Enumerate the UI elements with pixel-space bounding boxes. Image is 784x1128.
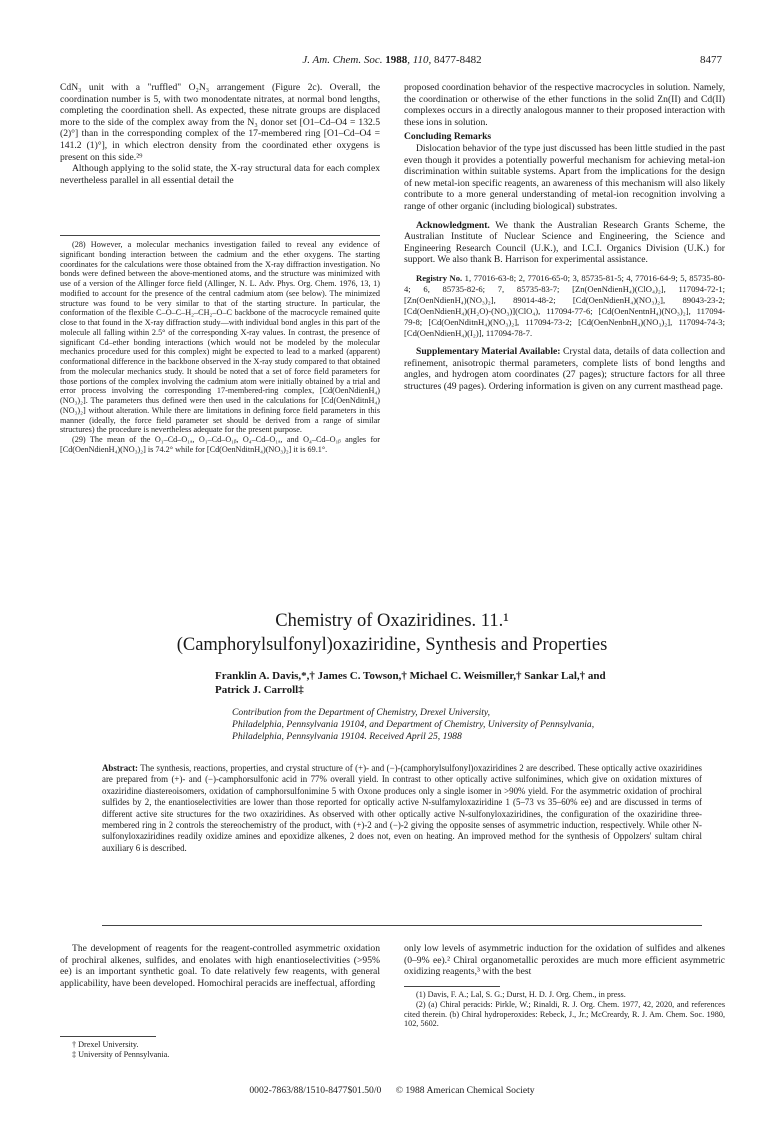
affiliation-line: Philadelphia, Pennsylvania 19104. Received April 25, 1988	[232, 731, 462, 742]
supp-text: Crystal data, details of data collection and refinement, anisotropic thermal parameters, complete lists of bond lengths and angles, and hydrogen atom coordinates (27 pages); structure factors for all three structures (49 pages). Ordering information is given on any current masthead page.	[404, 345, 725, 392]
affil-note: ‡ University of Pennsylvania.	[72, 1049, 170, 1059]
affiliation-line: Philadelphia, Pennsylvania 19104, and Department of Chemistry, University of Pennsylvania,	[232, 719, 595, 730]
prev-left-paragraph: Although applying to the solid state, the X-ray structural data for each complex nevertheless parallel in all essential detail the	[60, 163, 380, 186]
abstract-divider	[102, 925, 702, 926]
registry-text: 1, 77016-63-8; 2, 77016-65-0; 3, 85735-81-5; 4, 77016-64-9; 5, 85735-80-4; 6, 85735-82-6; 7, 85735-83-7; [Zn(OenNdienH₄)(ClO₄)₂], 117094-72-1; [Zn(OenNdienH₄)(NO₃)₂], 89014-48-2; [Cd(OenNdienH₄)(NO₃)₂], 89043-23-2; [Cd(OenNdienH₄)(H₂O)-(NO₃)](ClO₄), 117094-77-6; [Cd(OenNentnH₄)(NO₃)₂], 117094-79-8; [Cd(OenNditnH₄)(NO₃)₂], 117094-73-2; [Cd(OenNenbnH₄)(NO₃)₂], 117094-74-3; [Cd(OenNdienH₄)(I₂)], 117094-78-7.	[404, 272, 726, 338]
running-header	[0, 54, 784, 72]
affiliation-notes	[72, 1040, 372, 1060]
ref-note: (2) (a) Chiral peracids: Pirkle, W.; Rinaldi, R. J. Org. Chem. 1977, 42, 2020, and references cited therein. (b) Chiral hydroperoxides: Rebeck, J., Jr.; McCreardy, R. J. Am. Chem. Soc. 1980, 102, 5602.	[404, 999, 725, 1029]
footnote-28: (28) However, a molecular mechanics investigation failed to reveal any evidence of significant bonding interaction between the cadmium and the ether oxygens. The starting coordinates for the calculations were those obtained from the X-ray diffraction investigation. No bonds were defined between the above-mentioned atoms, and the structure was minimized with use of a version of the Allinger force field (Allinger, N. L. Adv. Phys. Org. Chem. 1976, 13, 1) modified to account for the presence of the central cadmium atom (see below). The minimized structure was found to be very similar to that of the starting structure. In particular, the conformation of the flexible C–O–C–H₂–CH₂–O–C backbone of the macrocycle remained quite close to that found in the X-ray diffraction study—with individual bond angles in this part of the molecule all falling within 2.5° of the corresponding X-ray values. In contrast, the presence of significant Cd–ether bonding interactions (which would not be modeled by the molecular mechanics procedure used for this complex) might be expected to lead to a marked (apparent) conformational difference in the backbone observed in the X-ray study compared to that obtained from the molecular mechanics study. It should be noted that a set of force field parameters for those portions of the complex involving the cadmium atom were initially obtained by a trial and error process involving the corresponding 17-membered-ring complex, [Cd(OenNdienH₄)(NO₃)₂]. The parameters thus defined were then used in the calculations for [Cd(OenNditnH₄)(NO₃)₂] without alteration. While there are limitations in defining force field parameters in this manner (ideally, the force field parameter set should be derived from a range of similar structures) the procedure is nevertheless adequate for the present purpose.	[60, 240, 380, 435]
affiliation-line: Contribution from the Department of Chemistry, Drexel University,	[232, 707, 491, 718]
reference-notes	[404, 990, 725, 1029]
prev-right-column	[404, 82, 725, 392]
prev-left-paragraph: CdN₃ unit with a "ruffled" O₂N₃ arrangement (Figure 2c). Overall, the coordination number is 5, with two monodentate nitrates, at normal bond lengths, completing the coordination shell. As expected, these nitrate groups are displaced more to the side of the complex away from the N₃ donor set [O1–Cd–O4 = 132.5 (2)°] than in the corresponding complex of the 17-membered ring [O1–Cd–O4 = 141.2 (1)°], in which electron density from the coordinated ether oxygens is present on this side.²⁹	[60, 82, 380, 163]
journal-citation: J. Am. Chem. Soc. 1988, 110, 8477-8482	[302, 54, 482, 66]
abstract	[102, 763, 702, 854]
abstract-text: The synthesis, reactions, properties, and crystal structure of (+)- and (−)-(camphorylsulfonyl)oxaziridines 2 are described. These optically active oxaziridines are prepared from (+)- and (−)-camphorsulfonic acid in 77% overall yield. In contrast to other optically active sulfonimines, which give on oxidation mixtures of oxaziridine diastereoisomers, oxidation of camphorsulfonimine 5 with Oxone produces only a single isomer in >90% yield. For the asymmetric oxidation of prochiral sulfides by 2, the enantioselectivities are lower than those reported for optically active N-sulfamyloxaziridine 1 (5–73 vs 35–60% ee) and are discussed in terms of different active site structures for the two oxaziridines. As observed with other optically active N-sulfonyloxaziridines, the configuration of the oxaziridine three-membered ring in 2 controls the stereochemistry of the product, with (+)-2 and (−)-2 giving the opposite senses of asymmetric induction, respectively. While other N-sulfonyloxaziridines readily oxidize amines and epoxidize alkenes, 2 does not, even on heating. An improved method for the synthesis of Oppolzers' sultam chiral auxiliary 6 is described.	[102, 763, 702, 853]
ack-label: Acknowledgment.	[416, 219, 490, 231]
prev-footnotes	[60, 240, 380, 455]
article-title	[0, 609, 784, 657]
registry-label: Registry No.	[416, 272, 463, 283]
footnote-divider	[60, 235, 380, 236]
ref-note-divider	[404, 986, 500, 987]
journal-name: J. Am. Chem. Soc.	[302, 54, 383, 66]
authors-line: Patrick J. Carroll‡	[215, 684, 304, 696]
intro-paragraph: The development of reagents for the reagent-controlled asymmetric oxidation of prochiral alkenes, sulfides, and enolates with high enantioselectivities (>95% ee) is an important synthetic goal. To date relatively few reagents, with general applicability, have been developed. Homochiral peracids are ineffectual, affording	[60, 943, 380, 989]
journal-pages: 8477-8482	[433, 54, 482, 66]
title-line: Chemistry of Oxaziridines. 11.¹	[275, 611, 509, 631]
page-number: 8477	[700, 54, 722, 66]
copyright: © 1988 American Chemical Society	[395, 1085, 535, 1096]
prev-left-column	[60, 82, 380, 186]
authors-line: Franklin A. Davis,*,† James C. Towson,† Michael C. Weismiller,† Sankar Lal,† and	[215, 670, 606, 682]
acknowledgment	[404, 220, 725, 266]
ref-note: (1) Davis, F. A.; Lal, S. G.; Durst, H. D. J. Org. Chem., in press.	[416, 990, 626, 999]
title-line: (Camphorylsulfonyl)oxaziridine, Synthesis and Properties	[176, 635, 608, 655]
intro-left-column	[60, 943, 380, 989]
ack-text: We thank the Australian Research Grants Scheme, the Australian Institute of Nuclear Science and Engineering, the Science and Engineering Research Council (U.K.), and I.C.I. Organics Division (U.K.) for support. We also thank B. Harrison for experimental assistance.	[404, 219, 725, 266]
affil-note-divider	[60, 1036, 156, 1037]
article-code: 0002-7863/88/1510-8477$01.50/0	[249, 1085, 382, 1096]
page-footer	[0, 1085, 784, 1096]
registry-numbers	[404, 273, 725, 339]
abstract-label: Abstract:	[102, 763, 138, 773]
journal-year: 1988	[385, 54, 408, 66]
affiliation	[232, 707, 732, 743]
intro-right-column	[404, 943, 725, 978]
intro-paragraph: only low levels of asymmetric induction for the oxidation of sulfides and alkenes (0–9% ee).² Chiral organometallic peroxides are much more efficient asymmetric oxidizing reagents,³ with the best	[404, 943, 725, 978]
supp-label: Supplementary Material Available:	[416, 345, 561, 357]
affil-note: † Drexel University.	[72, 1040, 139, 1049]
author-list	[215, 669, 685, 697]
concluding-heading: Concluding Remarks	[404, 131, 492, 143]
supplementary-material	[404, 346, 725, 392]
journal-volume: 110	[412, 54, 429, 66]
concluding-text: Dislocation behavior of the type just discussed has been little studied in the past even though it provides a potentially powerful mechanism for achieving metal-ion discrimination within suitable systems. Apart from the implications for the design of new metal-ion specific reagents, an awareness of this mechanism will also likely contribute to a more general understanding of metal-ion recognition involving a range of other organic (including biological) substrates.	[404, 142, 725, 212]
prev-right-intro: proposed coordination behavior of the respective macrocycles in solution. Namely, the coordination or otherwise of the ether functions in the solid Zn(II) and Cd(II) complexes occurs in a directly analogous manner to their proposed interaction with these ions in solution.	[404, 82, 725, 128]
footnote-29: (29) The mean of the O₁–Cd–O₁ₐ, O₁–Cd–O₁ᵦ, O₄–Cd–O₁ₐ, and O₄–Cd–O₁ᵦ angles for [Cd(OenNdienH₄)(NO₃)₂] is 74.2° while for [Cd(OenNditnH₄)(NO₃)₂] it is 69.1°.	[60, 435, 380, 454]
